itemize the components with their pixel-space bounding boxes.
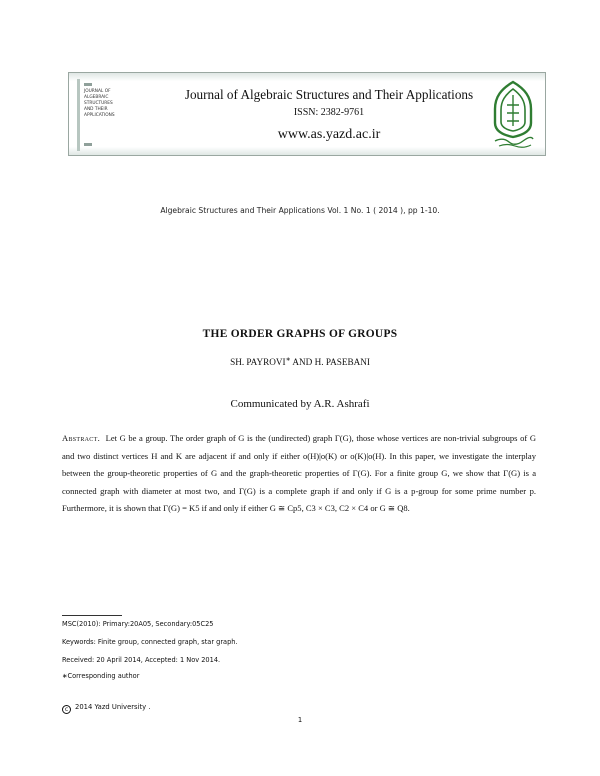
abstract [62,430,536,518]
copyright-icon: c [62,705,71,714]
cover-decoration [84,143,92,146]
abstract-label: Abstract. [62,433,101,443]
author-rest: AND H. PASEBANI [290,357,370,368]
paper-authors [0,356,600,367]
yazd-university-logo-icon [489,79,537,149]
cover-decoration [84,83,92,86]
cover-line: ALGEBRAIC [84,95,109,100]
footnote-msc: MSC(2010): Primary:20A05, Secondary:05C25 [62,620,214,628]
journal-website-link[interactable]: www.as.yazd.ac.ir [277,127,381,142]
abstract-text: Let G be a group. The order graph of G is the (undirected) graph Γ(G), those whose vertices are non-trivial subgroups of G and two distinct vertices H and K are adjacent if and only if either o(H)|o(K) or o(K)|o(H). In this paper, we investigate the interplay between the group-theoretic properties of G and the graph-theoretic properties of Γ(G). For a finite group G, we show that Γ(G) is a connected graph with diameter at most two, and Γ(G) is a complete graph if and only if G is a p-group for some prime number p. Furthermore, it is shown that Γ(G) = K5 if and only if either G ≅ Cp5, C3 × C3, C2 × C4 or G ≅ Q8. [62,433,536,514]
corresponding-mark: ∗ [285,357,291,363]
cover-line: APPLICATIONS [84,113,115,118]
journal-cover-thumbnail [77,79,121,151]
copyright-notice [62,703,151,714]
footnote-divider [62,615,122,616]
journal-issn: ISSN: 2382-9761 [293,107,365,118]
cover-line: AND THEIR [84,107,108,112]
copyright-text: 2014 Yazd University . [75,703,151,711]
paper-title: THE ORDER GRAPHS OF GROUPS [202,328,398,340]
cover-line: STRUCTURES [84,101,113,106]
journal-name: Journal of Algebraic Structures and Their Applications [184,87,474,102]
citation-line: Algebraic Structures and Their Applications Vol. 1 No. 1 ( 2014 ), pp 1-10. [160,206,440,215]
footnote-received: Received: 20 April 2014, Accepted: 1 Nov 2014. [62,656,221,664]
page-number: 1 [297,716,303,724]
footnote-keywords: Keywords: Finite group, connected graph, star graph. [62,638,238,646]
communicated-by: Communicated by A.R. Ashrafi [230,398,370,410]
cover-line: JOURNAL OF [84,89,111,94]
journal-header-banner [68,72,546,156]
footnote-corresponding: ∗Corresponding author [62,672,140,680]
author-first: SH. PAYROVI [230,357,286,368]
